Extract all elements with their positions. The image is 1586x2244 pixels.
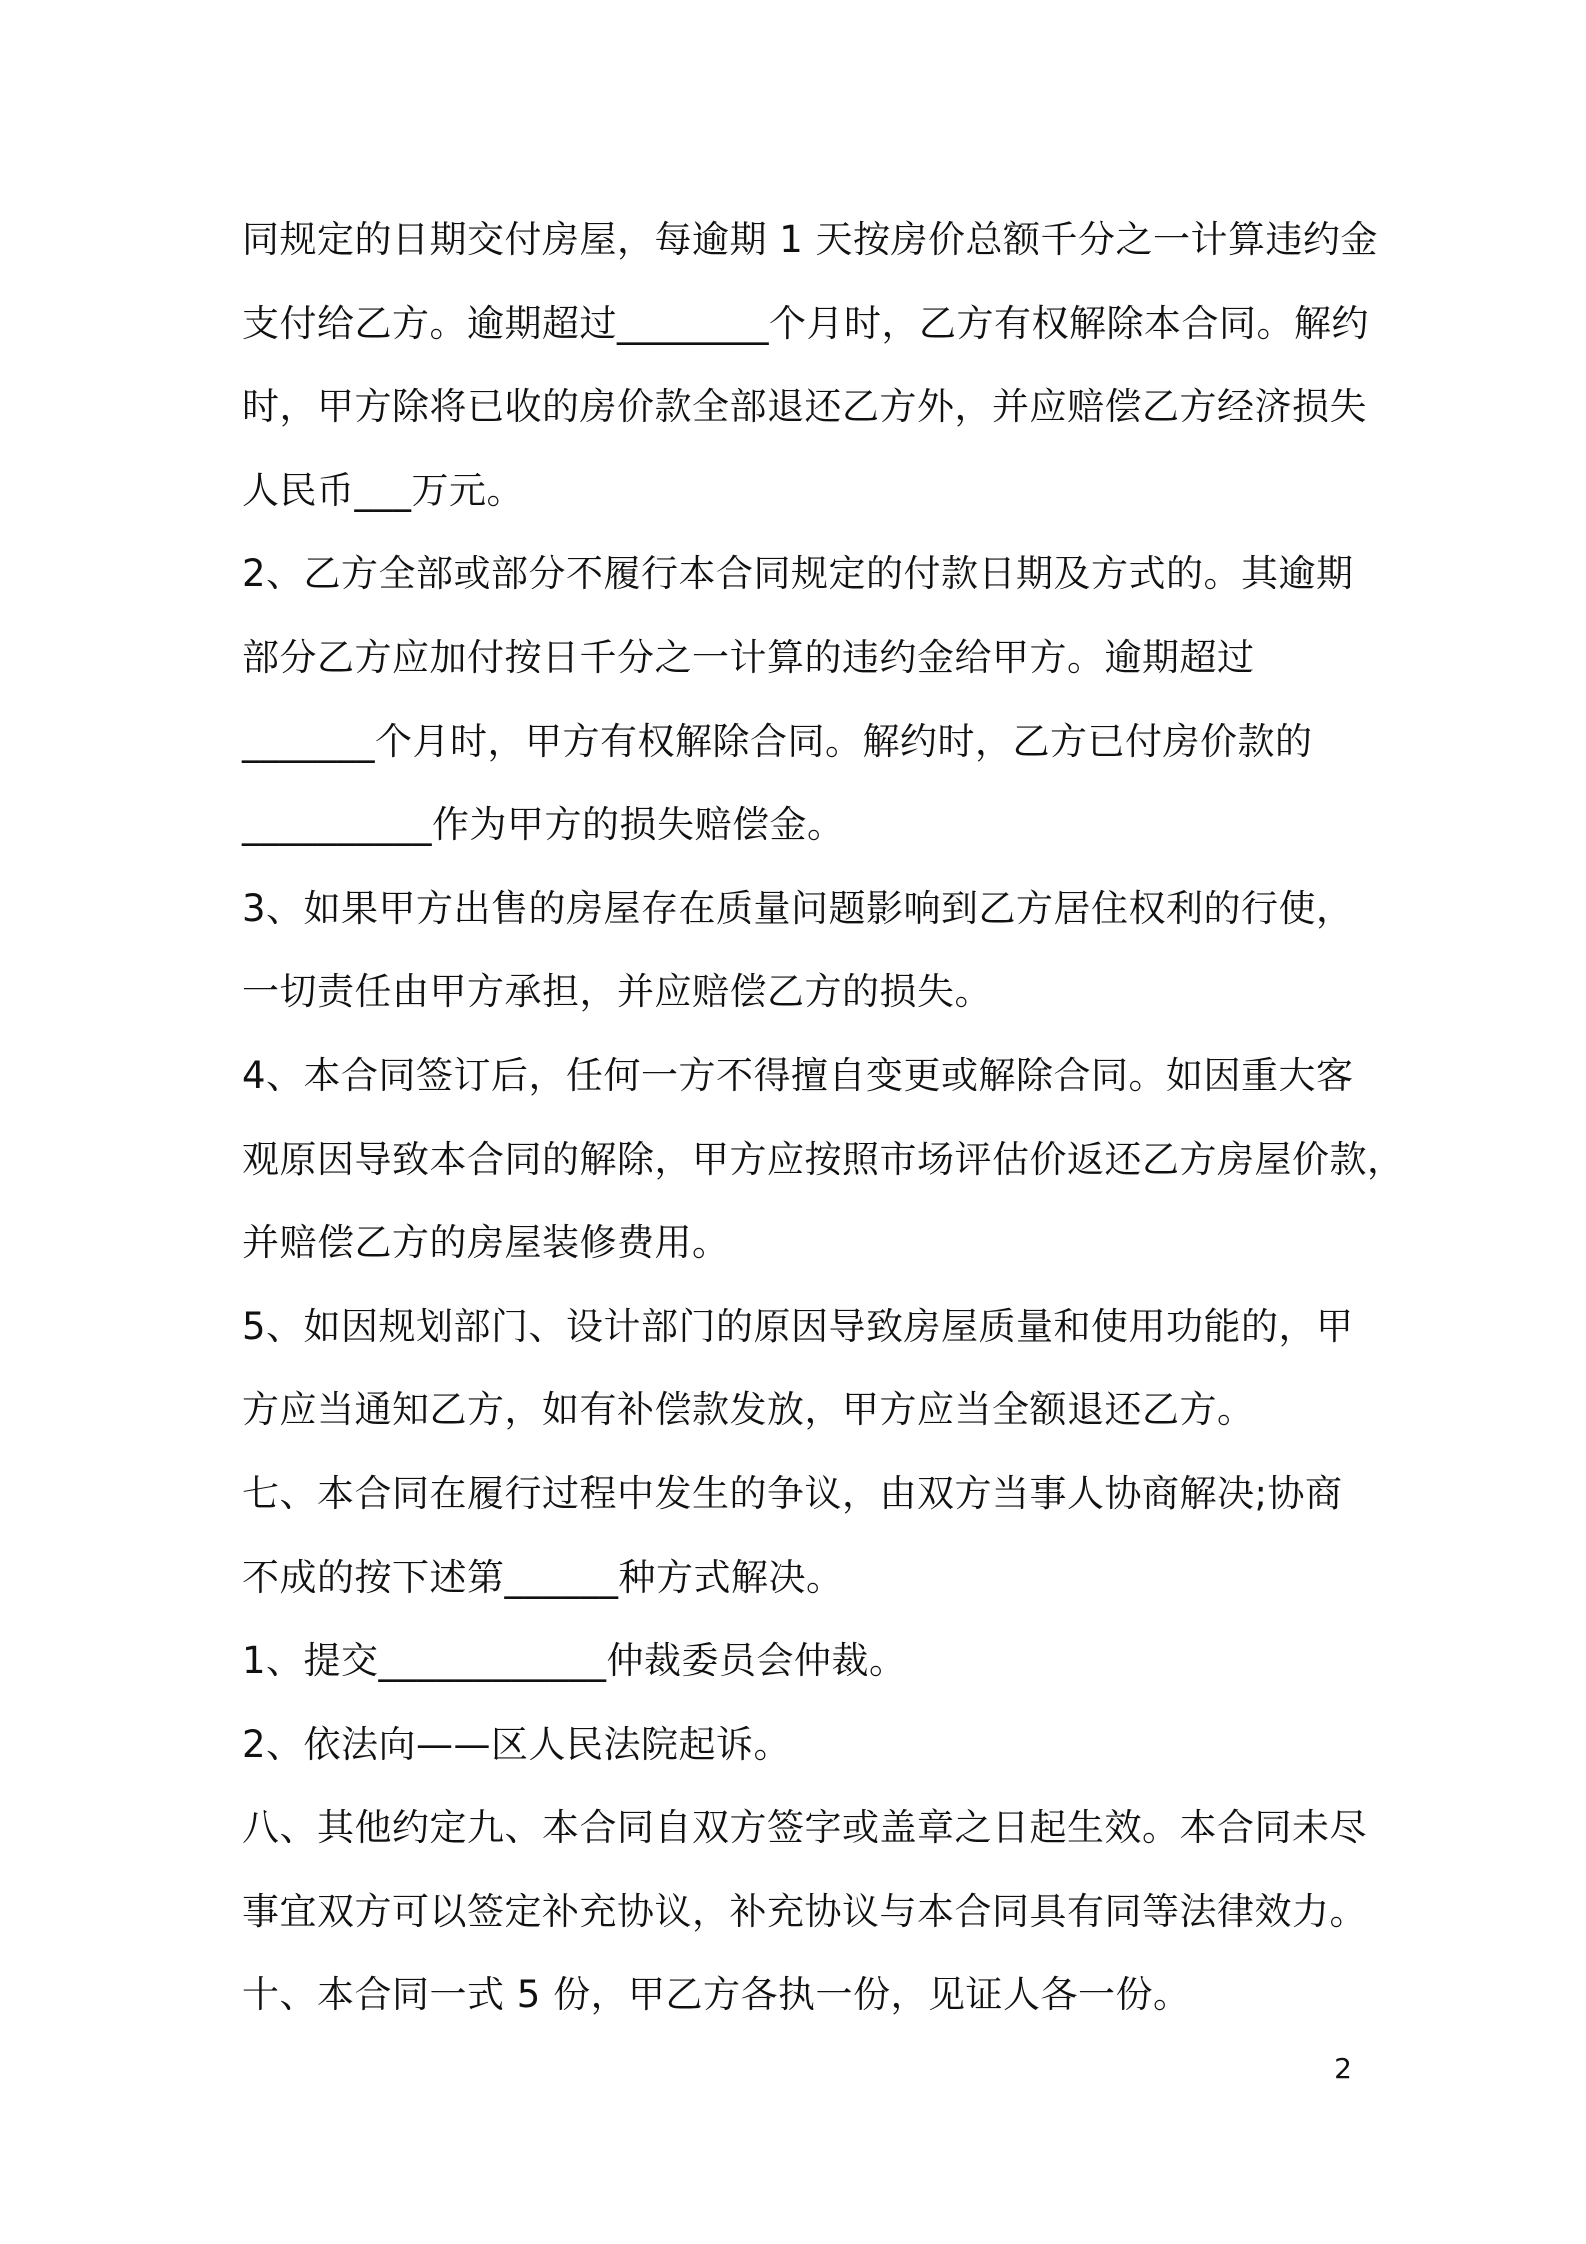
document-body: [242, 198, 1405, 2037]
text-line: 事宜双方可以签定补充协议，补充协议与本合同具有同等法律效力。: [242, 1889, 1367, 1933]
text-line: 八、其他约定九、本合同自双方签字或盖章之日起生效。本合同未尽: [242, 1806, 1367, 1850]
page-number: 2: [1334, 2052, 1352, 2085]
text-line: 5、如因规划部门、设计部门的原因导致房屋质量和使用功能的，甲: [242, 1304, 1354, 1348]
text-line: _______个月时，甲方有权解除合同。解约时，乙方已付房价款的: [242, 719, 1313, 763]
text-line: 人民币___万元。: [242, 468, 524, 512]
text-line: 一切责任由甲方承担，并应赔偿乙方的损失。: [242, 970, 992, 1014]
text-line: 方应当通知乙方，如有补偿款发放，甲方应当全额退还乙方。: [242, 1388, 1255, 1432]
text-line: 七、本合同在履行过程中发生的争议，由双方当事人协商解决;协商: [242, 1471, 1343, 1515]
text-line: 4、本合同签订后，任何一方不得擅自变更或解除合同。如因重大客: [242, 1053, 1354, 1097]
text-line: 时，甲方除将已收的房价款全部退还乙方外，并应赔偿乙方经济损失: [242, 385, 1367, 429]
text-line: 部分乙方应加付按日千分之一计算的违约金给甲方。逾期超过: [242, 635, 1255, 679]
text-line: __________作为甲方的损失赔偿金。: [242, 803, 845, 847]
text-line: 观原因导致本合同的解除，甲方应按照市场评估价返还乙方房屋价款，: [242, 1137, 1405, 1181]
text-line: 不成的按下述第______种方式解决。: [242, 1555, 844, 1599]
text-line: 1、提交____________仲裁委员会仲裁。: [242, 1639, 907, 1683]
text-line: 2、乙方全部或部分不履行本合同规定的付款日期及方式的。其逾期: [242, 552, 1354, 596]
text-line: 2、依法向——区人民法院起诉。: [242, 1722, 792, 1766]
text-line: 支付给乙方。逾期超过________个月时，乙方有权解除本合同。解约: [242, 301, 1369, 345]
text-line: 3、如果甲方出售的房屋存在质量问题影响到乙方居住权利的行使，: [242, 886, 1354, 930]
text-line: 并赔偿乙方的房屋装修费用。: [242, 1221, 730, 1265]
text-line: 十、本合同一式 5 份，甲乙方各执一份，见证人各一份。: [242, 1973, 1191, 2017]
text-line: 同规定的日期交付房屋，每逾期 1 天按房价总额千分之一计算违约金: [242, 218, 1379, 261]
